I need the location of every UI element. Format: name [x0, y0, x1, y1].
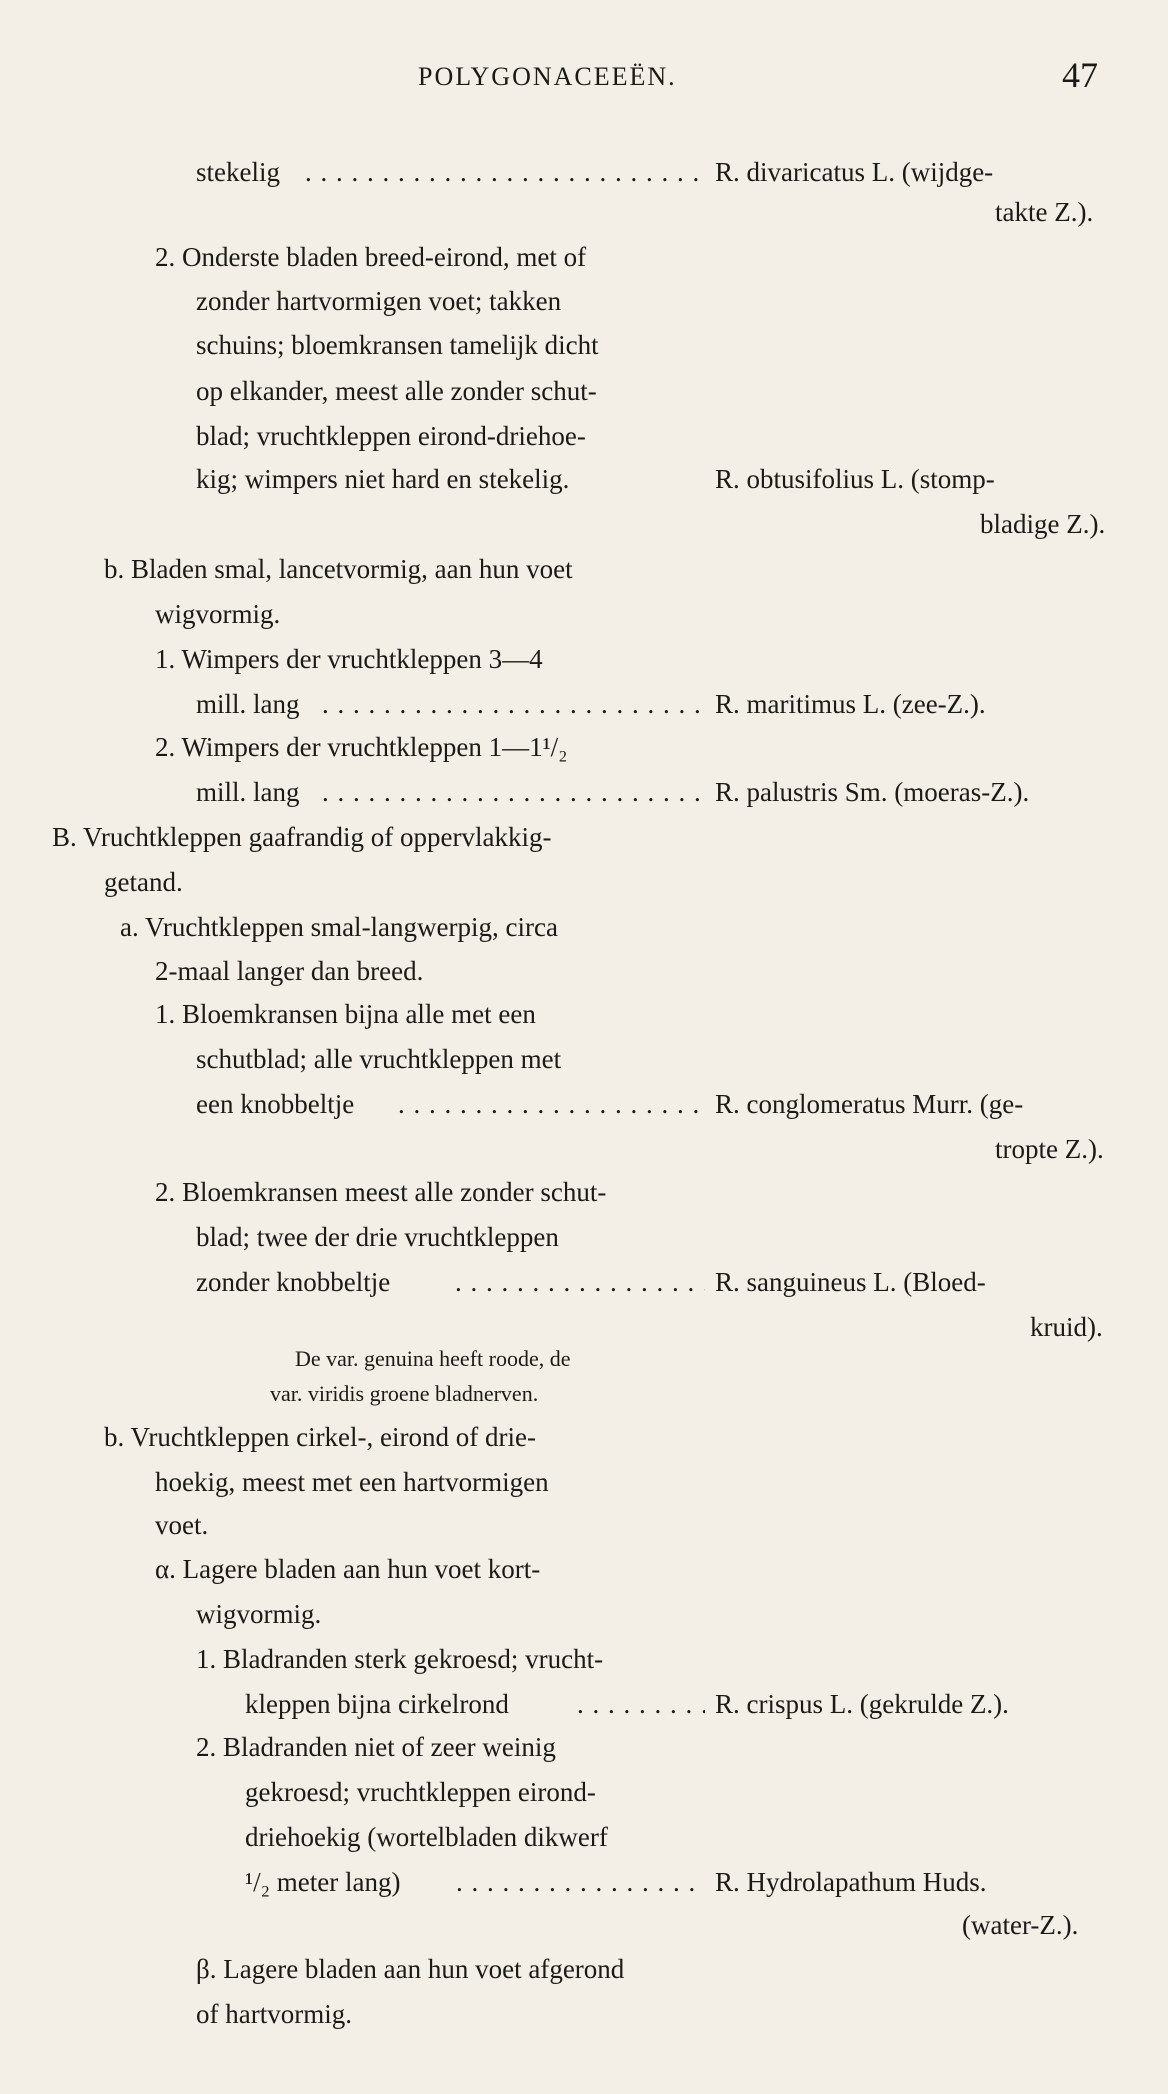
text-line: kig; wimpers niet hard en stekelig. [196, 464, 570, 494]
text-line: 2. Onderste bladen breed-eirond, met of [155, 242, 587, 272]
text-line: R. Hydrolapathum Huds. [715, 1867, 987, 1897]
text-line: kruid). [1030, 1312, 1103, 1342]
text-line: ¹/₂ meter lang) [245, 1867, 401, 1897]
text-line: α. Lagere bladen aan hun voet kort- [155, 1554, 541, 1584]
text-line: 2. Wimpers der vruchtkleppen 1—1¹/₂ [155, 732, 568, 762]
text-line: b. Vruchtkleppen cirkel-, eirond of drie- [104, 1422, 536, 1452]
dot-leader [577, 1685, 705, 1723]
text-line: 2. Bladranden niet of zeer weinig [196, 1732, 556, 1762]
text-line: stekelig [196, 157, 280, 187]
text-line: R. conglomeratus Murr. (ge- [715, 1089, 1024, 1119]
running-header: POLYGONACEEËN. [418, 62, 677, 91]
text-line: gekroesd; vruchtkleppen eirond- [245, 1777, 596, 1807]
text-line: R. maritimus L. (zee-Z.). [715, 689, 986, 719]
text-line: op elkander, meest alle zonder schut- [196, 376, 597, 406]
text-line: tropte Z.). [995, 1134, 1104, 1164]
dot-leader [398, 1085, 705, 1123]
text-line: of hartvormig. [196, 1999, 352, 2029]
text-line: zonder hartvormigen voet; takken [196, 286, 562, 316]
text-line: R. crispus L. (gekrulde Z.). [715, 1689, 1009, 1719]
text-line: schuins; bloemkransen tamelijk dicht [196, 330, 599, 360]
dot-leader [322, 685, 705, 723]
text-line: blad; twee der drie vruchtkleppen [196, 1222, 559, 1252]
text-line: driehoekig (wortelbladen dikwerf [245, 1822, 608, 1852]
text-line: R. sanguineus L. (Bloed- [715, 1267, 986, 1297]
dot-leader [322, 773, 705, 811]
text-line: wigvormig. [196, 1599, 322, 1629]
text-line: b. Bladen smal, lancetvormig, aan hun voet [104, 554, 573, 584]
text-line: (water-Z.). [962, 1910, 1079, 1940]
text-line: R. palustris Sm. (moeras-Z.). [715, 777, 1030, 807]
text-line: a. Vruchtkleppen smal-langwerpig, circa [120, 912, 558, 942]
text-line: een knobbeltje [196, 1089, 355, 1119]
text-line: mill. lang [196, 689, 300, 719]
text-line: voet. [155, 1510, 209, 1540]
text-line: 1. Wimpers der vruchtkleppen 3—4 [155, 644, 543, 674]
page-number: 47 [1062, 55, 1098, 95]
dot-leader [305, 153, 705, 191]
text-line: takte Z.). [995, 197, 1094, 227]
text-line: hoekig, meest met een hartvormigen [155, 1467, 549, 1497]
text-line: β. Lagere bladen aan hun voet afgerond [196, 1954, 625, 1984]
text-line: 1. Bloemkransen bijna alle met een [155, 999, 536, 1029]
text-line: B. Vruchtkleppen gaafrandig of oppervlakkig- [52, 822, 552, 852]
text-line: kleppen bijna cirkelrond [245, 1689, 509, 1719]
text-line: var. viridis groene bladnerven. [270, 1381, 539, 1406]
dot-leader [455, 1263, 705, 1301]
text-line: zonder knobbeltje [196, 1267, 391, 1297]
text-line: De var. genuina heeft roode, de [295, 1346, 571, 1371]
text-line: bladige Z.). [980, 509, 1106, 539]
text-line: schutblad; alle vruchtkleppen met [196, 1044, 562, 1074]
text-line: 2. Bloemkransen meest alle zonder schut- [155, 1177, 607, 1207]
text-line: blad; vruchtkleppen eirond-driehoe- [196, 421, 586, 451]
text-line: wigvormig. [155, 599, 281, 629]
text-line: mill. lang [196, 777, 300, 807]
text-line: getand. [104, 867, 183, 897]
text-line: R. divaricatus L. (wijdge- [715, 157, 994, 187]
text-line: 2-maal langer dan breed. [155, 956, 424, 986]
text-line: R. obtusifolius L. (stomp- [715, 464, 995, 494]
dot-leader [456, 1863, 705, 1901]
text-line: 1. Bladranden sterk gekroesd; vrucht- [196, 1644, 604, 1674]
